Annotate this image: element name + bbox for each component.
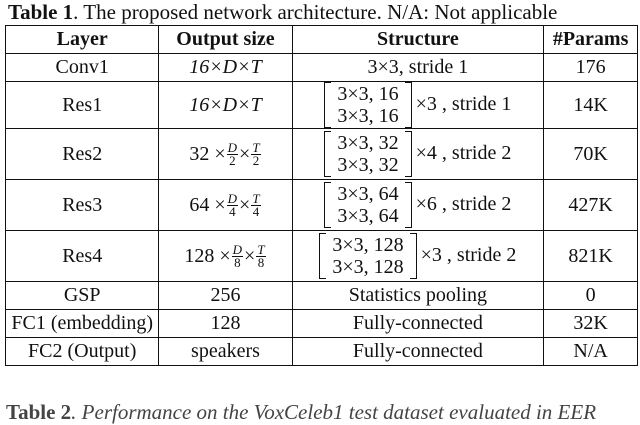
matrix-top: 3×3, 16 [337,83,399,105]
cell-structure: Fully-connected [292,310,544,338]
repeat-stride: ×3 , stride 2 [420,243,517,266]
next-table-caption [6,400,636,425]
cell-output: speakers [159,338,292,366]
table-row-res4 [6,231,638,282]
output-prefix: 128 × [184,244,231,267]
header-params: #Params [544,26,638,54]
cell-layer: Conv1 [6,54,159,82]
fraction: $\frac{D}{2}$ [227,139,238,168]
cell-params: 32K [544,310,638,338]
table-row-res1 [6,82,638,129]
header-output-size: Output size [159,26,292,54]
fraction: $\frac{T}{2}$ [252,139,260,168]
caption-text: . The proposed network architecture. N/A: Not applicable [73,0,558,24]
cell-layer: Res4 [6,231,159,282]
table-row-fc1 [6,310,638,338]
table-caption [8,0,638,25]
fraction: $\frac{T}{4}$ [252,190,260,219]
cell-output: 16×D×T [159,54,292,82]
table-row-conv1 [6,54,638,82]
cell-output [159,180,292,231]
cell-params: 821K [544,231,638,282]
times-sign: × [239,193,251,216]
table-row-fc2 [6,338,638,366]
output-prefix: 32 × [189,142,226,165]
cell-structure: 3×3, stride 1 [292,54,544,82]
cell-params: 0 [544,282,638,310]
cell-layer: Res3 [6,180,159,231]
matrix-bottom: 3×3, 16 [337,105,399,127]
next-caption-text: . Performance on the VoxCeleb1 test dataset evaluated in EER [71,400,597,424]
cell-params: N/A [544,338,638,366]
block-matrix [324,182,411,228]
matrix-bottom: 3×3, 64 [337,205,399,227]
matrix-bottom: 3×3, 32 [337,154,399,176]
next-caption-label: Table 2 [6,400,72,424]
cell-structure: Fully-connected [292,338,544,366]
header-layer: Layer [6,26,159,54]
cell-structure [292,82,544,129]
right-bracket [405,182,412,228]
cell-output [159,231,292,282]
repeat-stride: ×4 , stride 2 [415,141,512,164]
cell-params: 176 [544,54,638,82]
cell-structure [292,231,544,282]
repeat-stride: ×3 , stride 1 [415,92,512,115]
cell-structure [292,180,544,231]
left-bracket [319,233,326,279]
right-bracket [405,82,412,128]
cell-layer: FC1 (embedding) [6,310,159,338]
cell-layer: FC2 (Output) [6,338,159,366]
matrix-top: 3×3, 32 [337,132,399,154]
left-bracket [324,182,331,228]
cell-layer: Res1 [6,82,159,129]
cell-structure [292,129,544,180]
times-sign: × [239,142,251,165]
block-matrix [324,82,411,128]
left-bracket [324,82,331,128]
cell-output: 16×D×T [159,82,292,129]
cell-output: 256 [159,282,292,310]
matrix-top: 3×3, 64 [337,183,399,205]
cell-output [159,129,292,180]
caption-label: Table 1 [8,0,74,24]
repeat-stride: ×6 , stride 2 [415,192,512,215]
cell-output: 128 [159,310,292,338]
right-bracket [410,233,417,279]
fraction: $\frac{D}{4}$ [227,190,238,219]
fraction: $\frac{D}{8}$ [232,241,243,270]
header-structure: Structure [292,26,544,54]
table-row-res2 [6,129,638,180]
cell-layer: Res2 [6,129,159,180]
cell-params: 14K [544,82,638,129]
matrix-top: 3×3, 128 [332,234,404,256]
block-matrix [319,233,416,279]
table-row-res3 [6,180,638,231]
block-matrix [324,131,411,177]
cell-layer: GSP [6,282,159,310]
header-row [6,26,638,54]
cell-structure: Statistics pooling [292,282,544,310]
cell-params: 427K [544,180,638,231]
output-prefix: 64 × [189,193,226,216]
architecture-table [5,25,638,366]
times-sign: × [244,244,256,267]
fraction: $\frac{T}{8}$ [257,241,265,270]
right-bracket [405,131,412,177]
table-row-gsp [6,282,638,310]
matrix-bottom: 3×3, 128 [332,256,404,278]
left-bracket [324,131,331,177]
cell-params: 70K [544,129,638,180]
